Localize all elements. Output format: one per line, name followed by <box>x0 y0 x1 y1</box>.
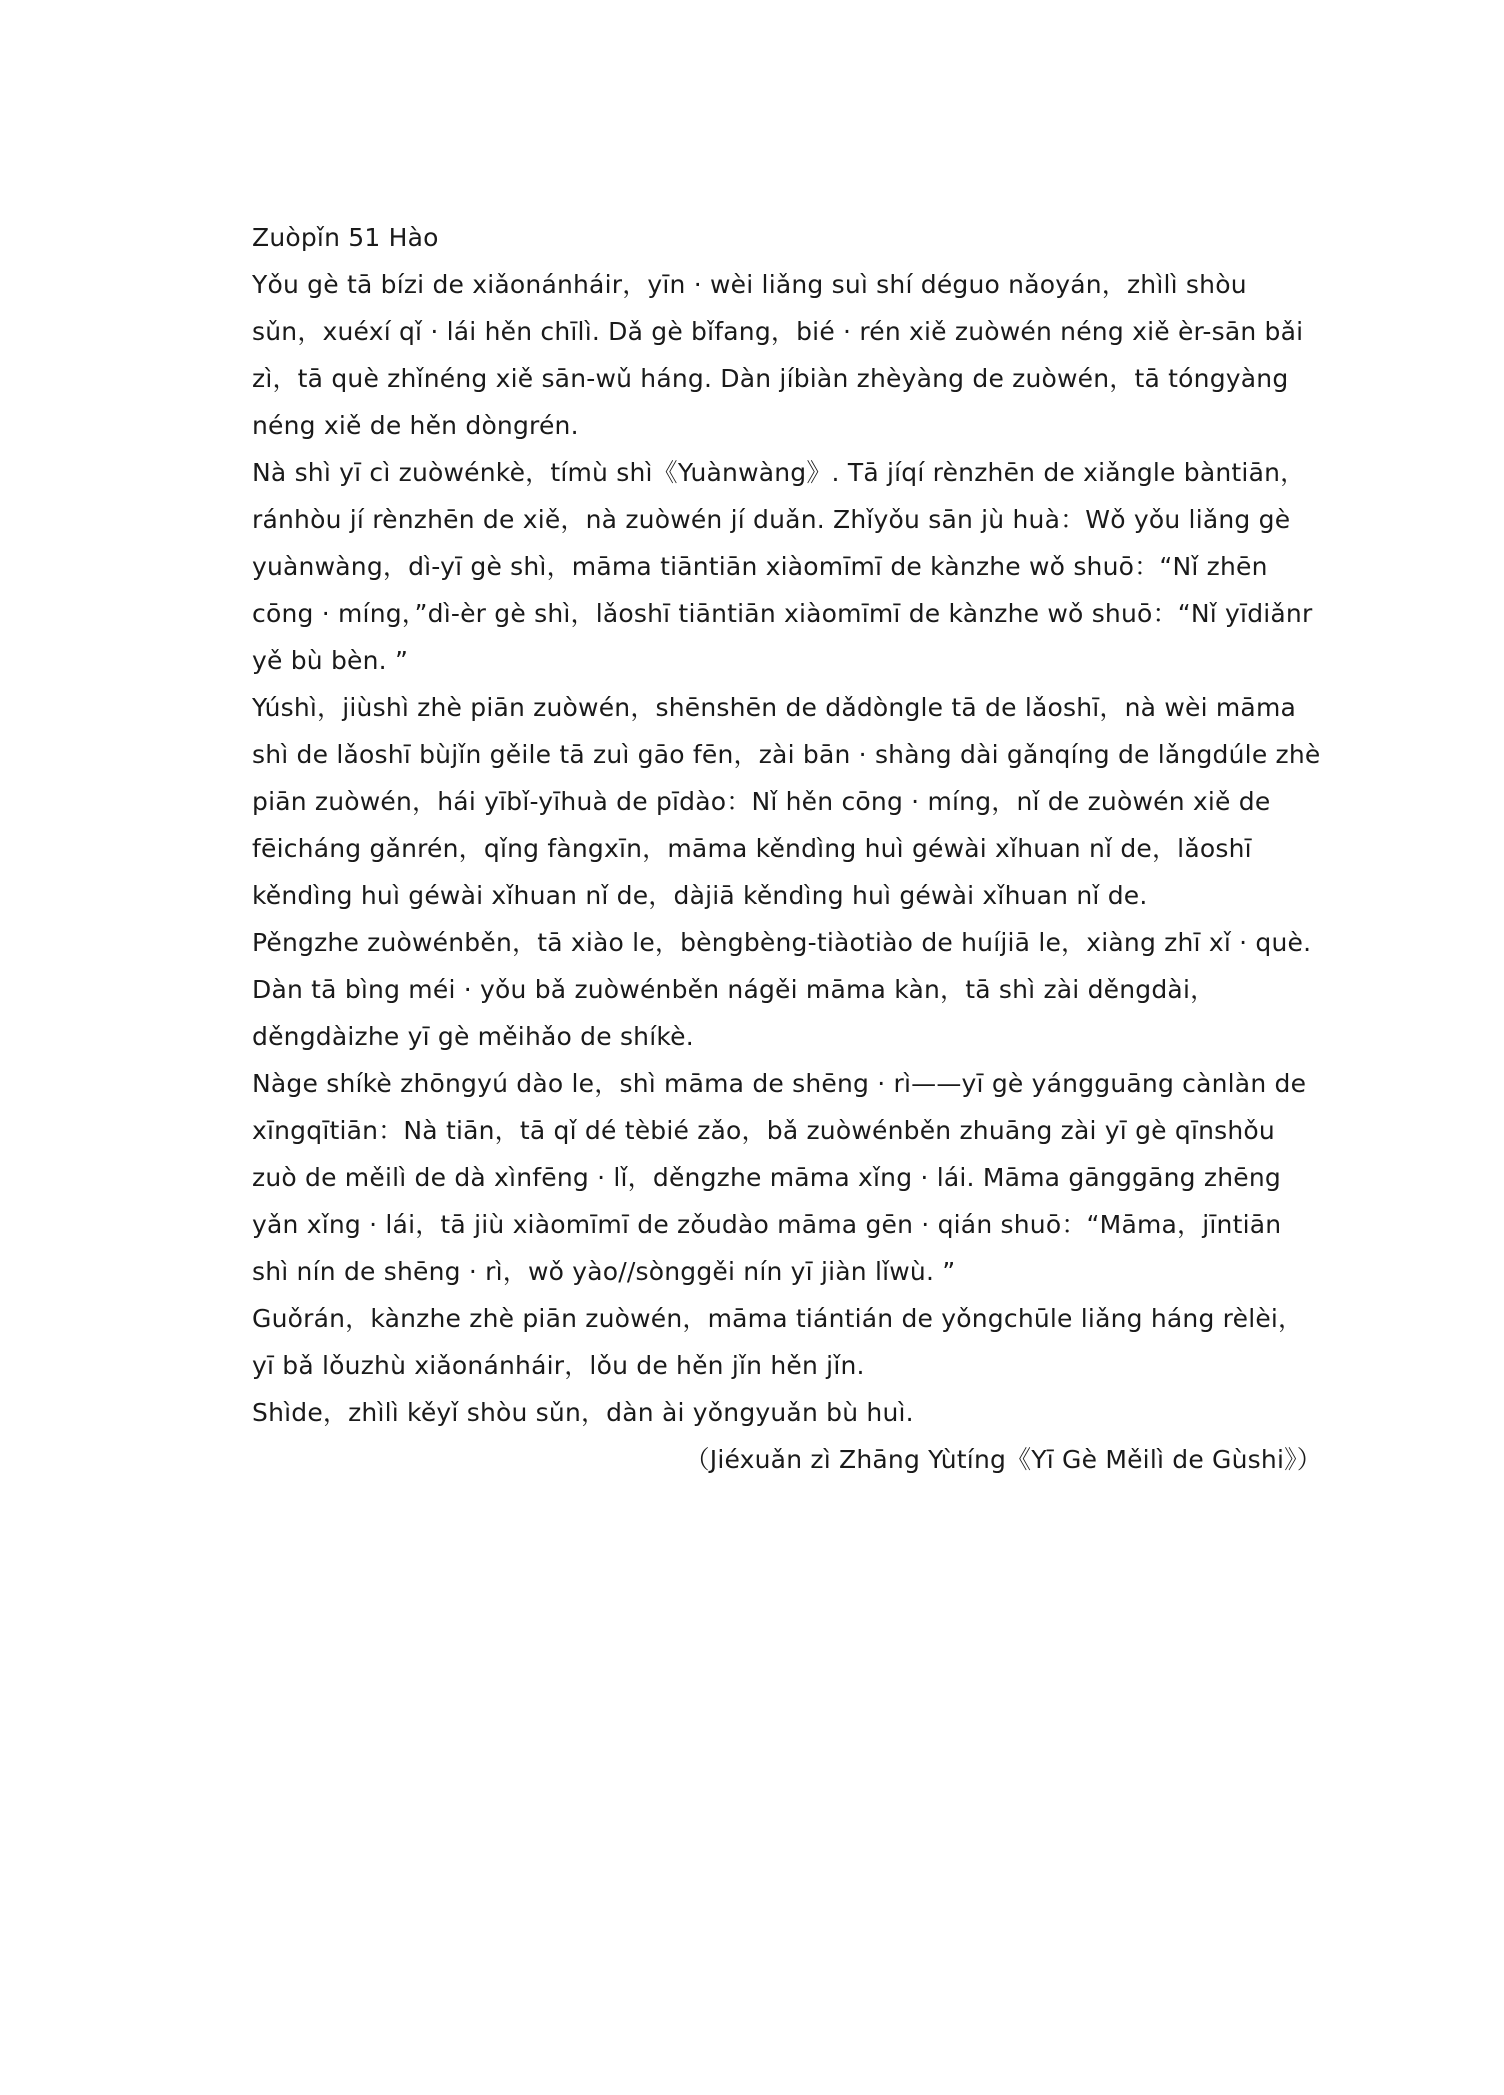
paragraph: Pěngzhe zuòwénběn，tā xiào le，bèngbèng-tiàotiào de huíjiā le，xiàng zhī xǐ · què. Dàn tā bìng méi · yǒu bǎ zuòwénběn nágěi māma kàn，tā shì zài děngdài，děngdàizhe yī gè měihǎo de shíkè. <box>252 928 1312 1051</box>
document-body <box>252 214 1322 1483</box>
paragraph: Guǒrán，kànzhe zhè piān zuòwén，māma tiántián de yǒngchūle liǎng háng rèlèi，yī bǎ lǒuzhù xiǎonánháir，lǒu de hěn jǐn hěn jǐn. <box>252 1304 1304 1380</box>
paragraph: Nàge shíkè zhōngyú dào le，shì māma de shēng · rì——yī gè yángguāng cànlàn de xīngqītiān：Nà tiān，tā qǐ dé tèbié zǎo，bǎ zuòwénběn zhuāng zài yī gè qīnshǒu zuò de měilì de dà xìnfēng · lǐ，děngzhe māma xǐng · lái. Māma gānggāng zhēng yǎn xǐng · lái，tā jiù xiàomīmī de zǒudào māma gēn · qián shuō：“Māma，jīntiān shì nín de shēng · rì，wǒ yào//sònggěi nín yī jiàn lǐwù. ” <box>252 1069 1307 1286</box>
source-citation: （Jiéxuǎn zì Zhāng Yùtíng《Yī Gè Měilì de Gùshi》） <box>684 1445 1322 1474</box>
document-title: Zuòpǐn 51 Hào <box>252 223 439 252</box>
paragraph: Nà shì yī cì zuòwénkè，tímù shì《Yuànwàng》. Tā jíqí rènzhēn de xiǎngle bàntiān，ránhòu jí rènzhēn de xiě，nà zuòwén jí duǎn. Zhǐyǒu sān jù huà：Wǒ yǒu liǎng gè yuànwàng，dì-yī gè shì，māma tiāntiān xiàomīmī de kànzhe wǒ shuō：“Nǐ zhēn cōng · míng，”dì-èr gè shì，lǎoshī tiāntiān xiàomīmī de kànzhe wǒ shuō：“Nǐ yīdiǎnr yě bù bèn. ” <box>252 458 1313 675</box>
paragraph: Shìde，zhìlì kěyǐ shòu sǔn，dàn ài yǒngyuǎn bù huì. <box>252 1398 914 1427</box>
paragraph: Yúshì，jiùshì zhè piān zuòwén，shēnshēn de dǎdòngle tā de lǎoshī，nà wèi māma shì de lǎoshī bùjǐn gěile tā zuì gāo fēn，zài bān · shàng dài gǎnqíng de lǎngdúle zhè piān zuòwén，hái yībǐ-yīhuà de pīdào：Nǐ hěn cōng · míng，nǐ de zuòwén xiě de fēicháng gǎnrén，qǐng fàngxīn，māma kěndìng huì géwài xǐhuan nǐ de，lǎoshī kěndìng huì géwài xǐhuan nǐ de，dàjiā kěndìng huì géwài xǐhuan nǐ de. <box>252 693 1321 910</box>
paragraph: Yǒu gè tā bízi de xiǎonánháir，yīn · wèi liǎng suì shí déguo nǎoyán，zhìlì shòu sǔn，xuéxí qǐ · lái hěn chīlì. Dǎ gè bǐfang，bié · rén xiě zuòwén néng xiě èr-sān bǎi zì，tā què zhǐnéng xiě sān-wǔ háng. Dàn jíbiàn zhèyàng de zuòwén，tā tóngyàng néng xiě de hěn dòngrén. <box>252 270 1304 440</box>
